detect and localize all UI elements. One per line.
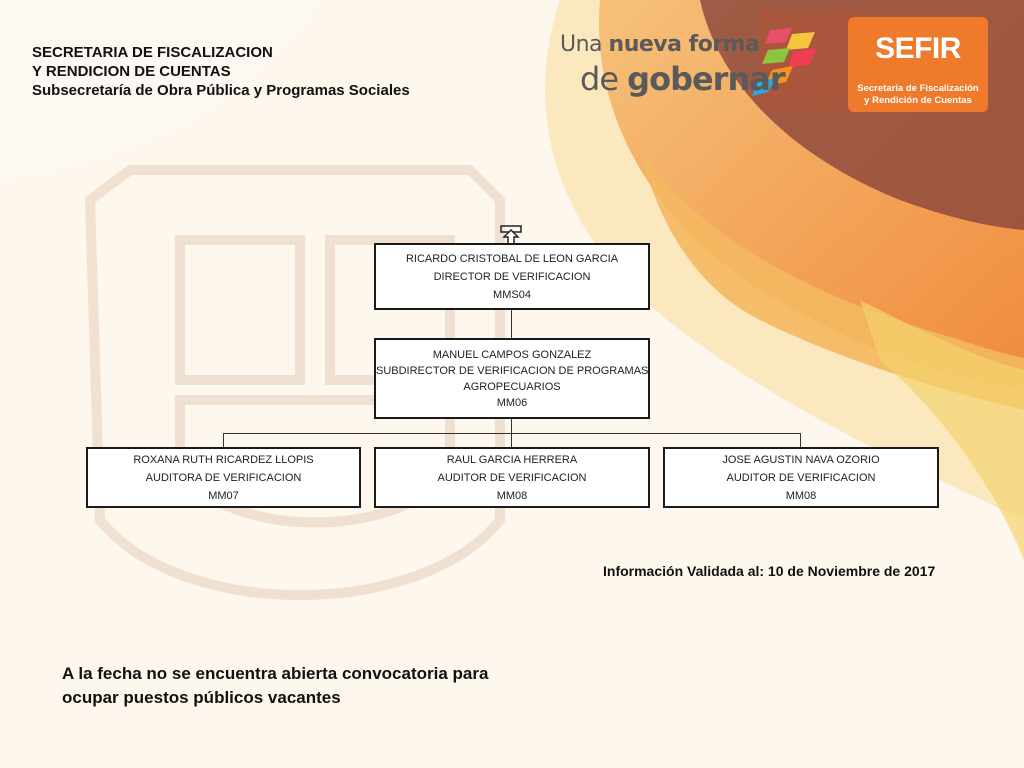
org-box-auditor[interactable]: [663, 447, 939, 508]
director-name: RICARDO CRISTOBAL DE LEON GARCIA: [405, 252, 619, 265]
connector-subdirector-down: [511, 418, 512, 434]
connector-director-subdirector: [511, 309, 512, 339]
director-title: DIRECTOR DE VERIFICACION: [433, 270, 591, 283]
auditor-title: AUDITOR DE VERIFICACION: [726, 471, 876, 484]
validated-date: Información Validada al: 10 de Noviembre de 2017: [603, 563, 936, 579]
header-line-2: Y RENDICION DE CUENTAS: [32, 63, 231, 80]
subdirector-title-line-1: SUBDIRECTOR DE VERIFICACION DE PROGRAMAS: [376, 364, 649, 377]
auditor-title: AUDITOR DE VERIFICACION: [437, 471, 587, 484]
header-institution: [32, 43, 410, 100]
connector-horizontal: [223, 433, 801, 434]
connector-auditor-2: [511, 433, 512, 448]
up-arrow-icon[interactable]: [500, 225, 522, 245]
director-code: MMS04: [493, 288, 531, 301]
sefir-logo-sub-1: Secretaría de Fiscalización: [857, 83, 979, 94]
vacancy-notice-line-1: A la fecha no se encuentra abierta convocatoria para: [62, 664, 489, 683]
org-box-subdirector[interactable]: [374, 338, 650, 419]
org-box-auditor[interactable]: [86, 447, 361, 508]
header-line-1: SECRETARIA DE FISCALIZACION: [32, 44, 273, 61]
sefir-logo-name: SEFIR: [875, 32, 961, 65]
connector-auditor-1: [223, 433, 224, 448]
subdirector-code: MM06: [496, 396, 528, 409]
auditor-title: AUDITORA DE VERIFICACION: [145, 471, 302, 484]
auditor-code: MM08: [785, 489, 817, 502]
subdirector-title-line-2: AGROPECUARIOS: [463, 380, 561, 393]
auditor-code: MM07: [208, 489, 239, 502]
org-box-director[interactable]: [374, 243, 650, 310]
slogan: [560, 30, 785, 100]
slogan-word-3: de: [580, 60, 618, 98]
sefir-logo: [848, 17, 988, 112]
sefir-logo-sub-2: y Rendición de Cuentas: [864, 95, 972, 106]
auditor-name: JOSE AGUSTIN NAVA OZORIO: [722, 453, 880, 466]
vacancy-notice-line-2: ocupar puestos públicos vacantes: [62, 688, 341, 707]
auditor-name: ROXANA RUTH RICARDEZ LLOPIS: [133, 453, 314, 466]
org-box-auditor[interactable]: [374, 447, 650, 508]
subdirector-name: MANUEL CAMPOS GONZALEZ: [432, 348, 592, 361]
slogan-word-2: nueva forma: [608, 32, 760, 57]
header-line-3: Subsecretaría de Obra Pública y Programas Sociales: [32, 82, 410, 99]
connector-auditor-3: [800, 433, 801, 448]
slogan-word-1: Una: [560, 32, 603, 57]
auditor-code: MM08: [496, 489, 528, 502]
slogan-word-4: gobernar: [627, 60, 785, 98]
vacancy-notice: [62, 662, 488, 710]
auditor-name: RAUL GARCIA HERRERA: [446, 453, 578, 466]
